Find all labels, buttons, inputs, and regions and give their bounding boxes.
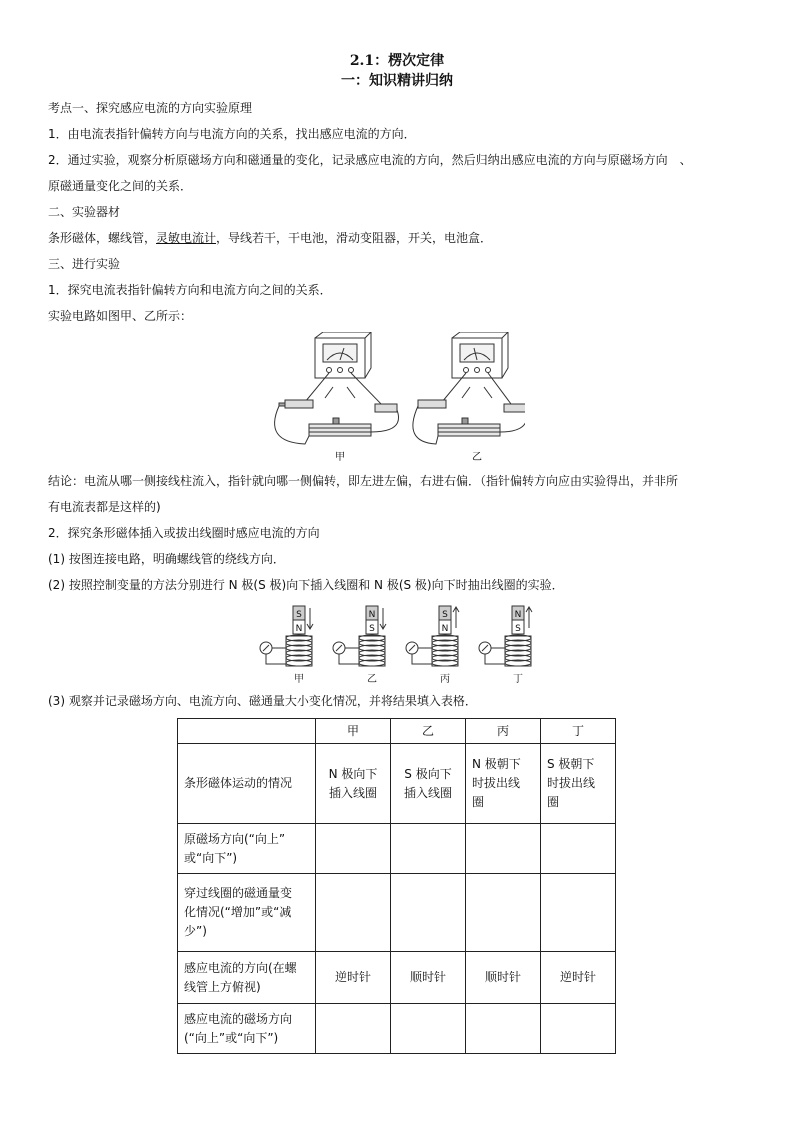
magnet-pole-label: S [369, 624, 375, 634]
section1-p2a: 2．通过实验，观察分析原磁场方向和磁通量的变化，记录感应电流的方向，然后归纳出感应电流的方向与原磁场方向 、 [48, 153, 692, 167]
section1-p1: 1．由电流表指针偏转方向与电流方向的关系，找出感应电流的方向． [48, 127, 416, 141]
table-cell [541, 824, 616, 874]
figure2-label: 丁 [513, 674, 523, 685]
coil-set [260, 606, 532, 685]
section1-heading: 考点一、探究感应电流的方向实验原理 [48, 101, 253, 115]
table-row [178, 1004, 616, 1054]
page-subtitle: 一：知识精讲归纳 [341, 73, 453, 89]
items-pre: 条形磁体，螺线管， [48, 231, 157, 245]
row-label: 感应电流的磁场方向 (“向上”或“向下”) [178, 1004, 316, 1054]
coil-diagram [406, 606, 459, 685]
circuit-b [413, 332, 525, 444]
table-cell [391, 1004, 466, 1054]
table-row [178, 952, 616, 1004]
table-header-cell: 丙 [466, 719, 541, 744]
figure2-label: 甲 [294, 674, 304, 685]
table-header-corner [178, 719, 316, 744]
table-cell [466, 874, 541, 952]
galvanometer-circuit-figure [265, 332, 525, 464]
conclusion-line-1: 结论：电流从哪一侧接线柱流入，指针就向哪一侧偏转，即左进左偏，右进右偏．（指针偏转方向应由实验得出，并非所 [48, 474, 679, 488]
section2-heading: 二、实验器材 [48, 205, 121, 219]
up-arrow-icon [453, 607, 459, 628]
table-cell: N 极朝下 时拔出线 圈 [466, 744, 541, 824]
page-title: 2.1：楞次定律 [349, 53, 445, 69]
table-cell [541, 1004, 616, 1054]
section3-heading: 三、进行实验 [48, 257, 121, 271]
magnet-pole-label: S [442, 610, 448, 620]
items-underlined: 灵敏电流计 [156, 231, 217, 245]
table-cell [466, 824, 541, 874]
table-header-cell: 甲 [316, 719, 391, 744]
table-cell [316, 874, 391, 952]
section3-s2-2: (2) 按照控制变量的方法分别进行 N 极(S 极)向下插入线圈和 N 极(S 极)向下时抽出线圈的实验． [48, 578, 564, 592]
down-arrow-icon [307, 608, 313, 629]
table-cell: S 极向下 插入线圈 [391, 744, 466, 824]
table-row [178, 874, 616, 952]
figure1-label-a: 甲 [335, 452, 345, 463]
table-cell [316, 824, 391, 874]
table-cell [541, 874, 616, 952]
section3-s1b: 实验电路如图甲、乙所示： [48, 309, 193, 323]
table-cell: 顺时针 [391, 952, 466, 1004]
figure2-label: 丙 [440, 674, 450, 685]
table-cell: 顺时针 [466, 952, 541, 1004]
magnet-pole-label: N [295, 624, 303, 634]
up-arrow-icon [526, 607, 532, 628]
section2-items [48, 231, 492, 245]
table-cell [466, 1004, 541, 1054]
row-label: 原磁场方向(“向上” 或“向下”) [178, 824, 316, 874]
magnet-coil-figure [258, 602, 548, 686]
magnet-pole-label: S [515, 624, 521, 634]
section3-s2-1: (1) 按图连接电路，明确螺线管的绕线方向． [48, 552, 285, 566]
section3-s2: 2．探究条形磁体插入或拔出线圈时感应电流的方向 [48, 526, 320, 540]
table-header-cell: 丁 [541, 719, 616, 744]
table-header-row [178, 719, 616, 744]
coil-diagram [260, 606, 313, 685]
magnet-pole-label: S [296, 610, 302, 620]
table-cell [316, 1004, 391, 1054]
table-cell: 逆时针 [316, 952, 391, 1004]
section3-s1: 1．探究电流表指针偏转方向和电流方向之间的关系． [48, 283, 332, 297]
figure2-label: 乙 [367, 674, 377, 685]
magnet-pole-label: N [368, 610, 376, 620]
down-arrow-icon [380, 608, 386, 629]
table-row [178, 744, 616, 824]
section3-s2-3: (3) 观察并记录磁场方向、电流方向、磁通量大小变化情况，并将结果填入表格． [48, 694, 477, 708]
row-label: 条形磁体运动的情况 [178, 744, 316, 824]
table-row [178, 824, 616, 874]
coil-diagram [333, 606, 386, 685]
row-label: 感应电流的方向(在螺 线管上方俯视) [178, 952, 316, 1004]
table-cell [391, 874, 466, 952]
table-cell [391, 824, 466, 874]
section1-p2b: 原磁通量变化之间的关系． [48, 179, 193, 193]
table-cell: N 极向下 插入线圈 [316, 744, 391, 824]
coil-diagram [479, 606, 532, 685]
conclusion-line-2: 有电流表都是这样的) [48, 500, 161, 514]
circuit-a [275, 332, 399, 444]
magnet-pole-label: N [514, 610, 522, 620]
table-cell: S 极朝下 时拔出线 圈 [541, 744, 616, 824]
figure1-label-b: 乙 [472, 452, 482, 463]
items-post: ，导线若干，干电池，滑动变阻器，开关，电池盒． [216, 231, 493, 245]
results-table [177, 718, 616, 1054]
table-cell: 逆时针 [541, 952, 616, 1004]
row-label: 穿过线圈的磁通量变 化情况(“增加”或“减 少”) [178, 874, 316, 952]
magnet-pole-label: N [441, 624, 449, 634]
table-header-cell: 乙 [391, 719, 466, 744]
